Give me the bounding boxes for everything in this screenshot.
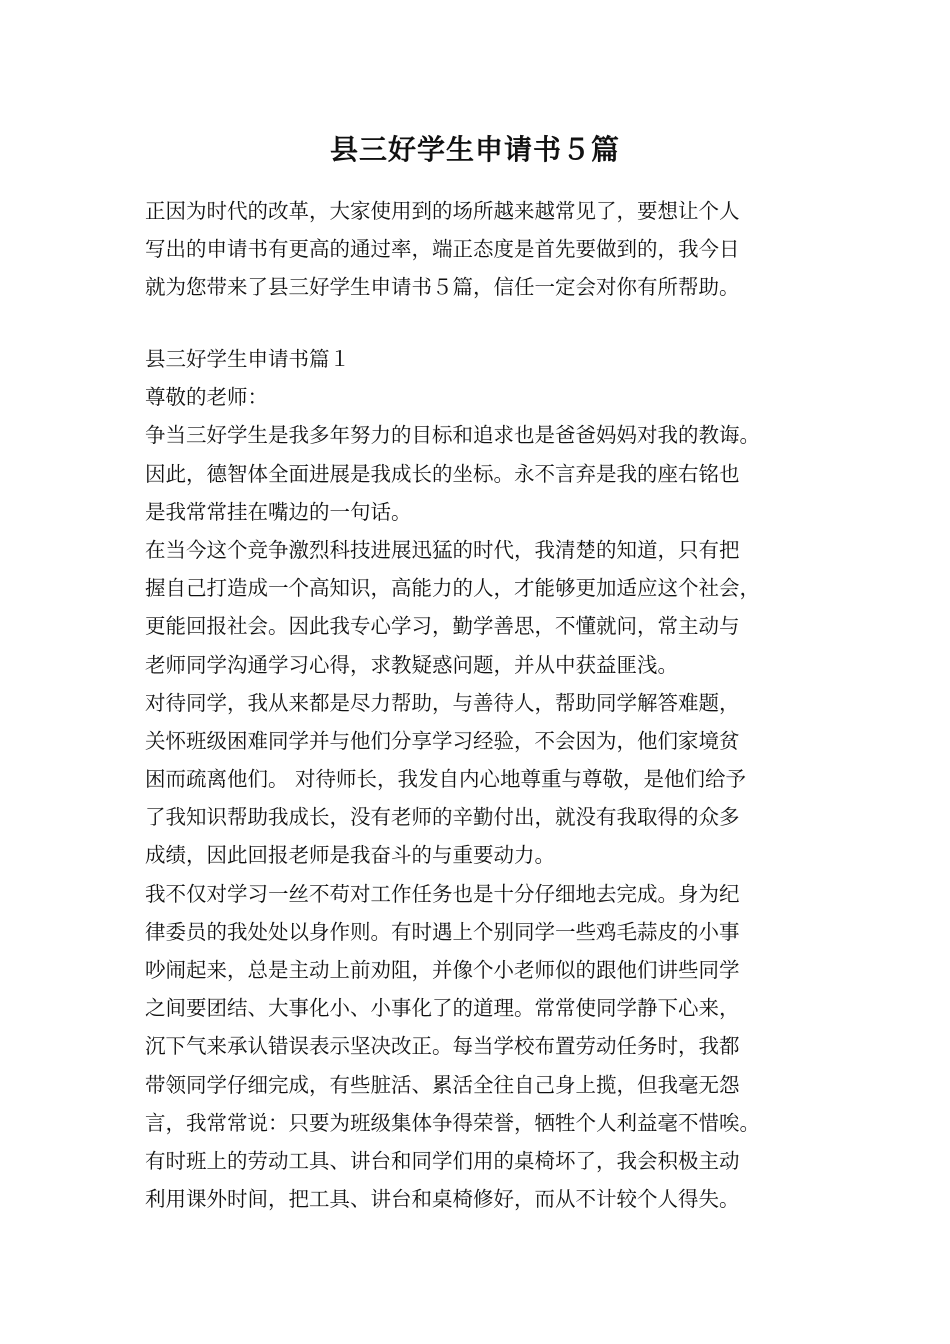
body-line: 更能回报社会。因此我专心学习，勤学善思，不懂就问，常主动与 bbox=[145, 614, 740, 639]
body-line: 了我知识帮助我成长，没有老师的辛勤付出，就没有我取得的众多 bbox=[145, 805, 740, 830]
body-line: 之间要团结、大事化小、小事化了的道理。常常使同学静下心来， bbox=[145, 996, 740, 1021]
body-line: 吵闹起来，总是主动上前劝阻，并像个小老师似的跟他们讲些同学 bbox=[145, 958, 740, 982]
intro-line: 写出的申请书有更高的通过率，端正态度是首先要做到的，我今日 bbox=[145, 237, 740, 262]
body-line: 成绩，因此回报老师是我奋斗的与重要动力。 bbox=[145, 843, 555, 868]
body-line: 言，我常常说：只要为班级集体争得荣誉，牺牲个人利益毫不惜唉。 bbox=[145, 1110, 760, 1135]
salutation: 尊敬的老师： bbox=[145, 385, 268, 410]
body-line: 沉下气来承认错误表示坚决改正。每当学校布置劳动任务时，我都 bbox=[145, 1034, 740, 1059]
body-line: 是我常常挂在嘴边的一句话。 bbox=[145, 499, 412, 524]
section-heading: 县三好学生申请书篇１ bbox=[145, 347, 350, 371]
intro-line: 正因为时代的改革，大家使用到的场所越来越常见了，要想让个人 bbox=[145, 199, 740, 223]
article-body bbox=[145, 340, 825, 1218]
body-line: 我不仅对学习一丝不苟对工作任务也是十分仔细地去完成。身为纪 bbox=[145, 881, 740, 906]
body-line: 关怀班级困难同学并与他们分享学习经验，不会因为，他们家境贫 bbox=[145, 728, 740, 753]
body-line: 带领同学仔细完成，有些脏活、累活全往自己身上揽，但我毫无怨 bbox=[145, 1072, 740, 1097]
body-line: 老师同学沟通学习心得，求教疑惑问题，并从中获益匪浅。 bbox=[145, 652, 678, 677]
body-line: 握自己打造成一个高知识，高能力的人，才能够更加适应这个社会， bbox=[145, 576, 760, 601]
body-line: 在当今这个竞争激烈科技进展迅猛的时代，我清楚的知道，只有把 bbox=[145, 537, 740, 562]
document-title: 县三好学生申请书５篇 bbox=[329, 133, 620, 166]
body-line: 争当三好学生是我多年努力的目标和追求也是爸爸妈妈对我的教诲。 bbox=[145, 423, 760, 448]
intro-paragraph bbox=[145, 192, 825, 307]
body-line: 因此，德智体全面进展是我成长的坐标。永不言弃是我的座右铭也 bbox=[145, 461, 740, 486]
body-line: 利用课外时间，把工具、讲台和桌椅修好，而从不计较个人得失。 bbox=[145, 1187, 740, 1212]
body-line: 困而疏离他们。 对待师长，我发自内心地尊重与尊敬，是他们给予 bbox=[145, 767, 747, 792]
body-line: 律委员的我处处以身作则。有时遇上个别同学一些鸡毛蒜皮的小事 bbox=[145, 919, 740, 944]
body-line: 有时班上的劳动工具、讲台和同学们用的桌椅坏了，我会积极主动 bbox=[145, 1148, 740, 1173]
body-line: 对待同学，我从来都是尽力帮助，与善待人，帮助同学解答难题， bbox=[145, 690, 740, 715]
intro-line: 就为您带来了县三好学生申请书５篇，信任一定会对你有所帮助。 bbox=[145, 275, 740, 300]
